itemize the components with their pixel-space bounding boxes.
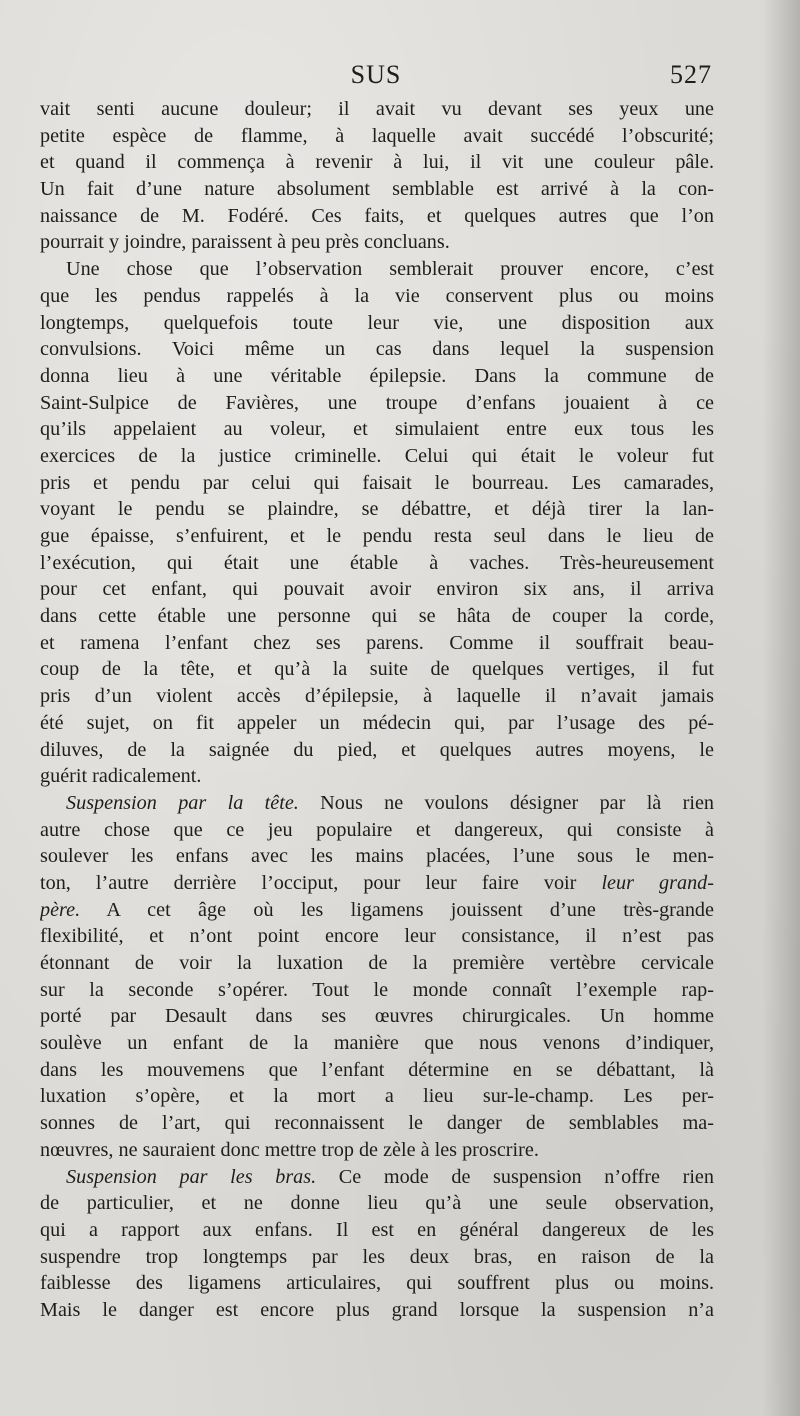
text-line — [40, 1217, 714, 1244]
line-text: Nous ne voulons désigner par là rien — [298, 791, 714, 814]
text-line — [40, 790, 714, 817]
line-text: soulever les enfans avec les mains placées, l’une sous le men- — [40, 845, 714, 868]
line-text: sur la seconde s’opérer. Tout le monde connaît l’exemple rap- — [40, 978, 714, 1001]
line-text: et ramena l’enfant chez ses parens. Comme il souffrait beau- — [40, 631, 714, 654]
text-line — [40, 203, 714, 230]
text-line — [40, 1083, 714, 1110]
line-text: nœuvres, ne sauraient donc mettre trop de zèle à les proscrire. — [40, 1138, 539, 1161]
text-line — [40, 443, 714, 470]
body-text — [40, 96, 714, 1324]
text-line — [40, 1110, 714, 1137]
line-text: exercices de la justice criminelle. Celui qui était le voleur fut — [40, 444, 714, 467]
text-line — [40, 390, 714, 417]
line-text: sonnes de l’art, qui reconnaissent le danger de semblables ma- — [40, 1112, 714, 1135]
line-text: petite espèce de flamme, à laquelle avait succédé l’obscurité; — [40, 124, 714, 147]
text-line — [40, 897, 714, 924]
text-line — [40, 336, 714, 363]
line-text: coup de la tête, et qu’à la suite de quelques vertiges, il fut — [40, 658, 714, 681]
line-text: pour cet enfant, qui pouvait avoir environ six ans, il arriva — [40, 578, 714, 601]
italic-phrase: père. — [40, 898, 81, 921]
text-line — [40, 1057, 714, 1084]
text-line — [40, 603, 714, 630]
text-line — [40, 496, 714, 523]
text-line — [40, 550, 714, 577]
text-line — [40, 470, 714, 497]
text-line — [40, 763, 714, 790]
line-text: Une chose que l’observation semblerait prouver encore, c’est — [66, 258, 714, 281]
line-text: suspendre trop longtemps par les deux bras, en raison de la — [40, 1245, 714, 1268]
italic-phrase: leur grand- — [601, 871, 714, 894]
text-line — [40, 870, 714, 897]
line-text: pourrait y joindre, paraissent à peu près concluans. — [40, 231, 450, 254]
line-text: soulève un enfant de la manière que nous venons d’indiquer, — [40, 1032, 714, 1055]
line-text: vait senti aucune douleur; il avait vu devant ses yeux une — [40, 98, 714, 120]
text-line — [40, 523, 714, 550]
italic-phrase: Suspension par la tête. — [66, 791, 299, 814]
text-line — [40, 1270, 714, 1297]
line-text: dans cette étable une personne qui se hâta de couper la corde, — [40, 605, 714, 628]
text-line — [40, 1190, 714, 1217]
line-text: et quand il commença à revenir à lui, il vit une couleur pâle. — [40, 151, 714, 174]
text-line — [40, 176, 714, 203]
line-text: luxation s’opère, et la mort a lieu sur-le-champ. Les per- — [40, 1085, 714, 1108]
line-text: diluves, de la saignée du pied, et quelques autres moyens, le — [40, 738, 714, 761]
line-text: ton, l’autre derrière l’occiput, pour leur faire voir — [40, 871, 602, 894]
line-text: que les pendus rappelés à la vie conservent plus ou moins — [40, 284, 714, 307]
line-text: Mais le danger est encore plus grand lorsque la suspension n’a — [40, 1298, 714, 1321]
italic-phrase: Suspension par les bras. — [66, 1165, 317, 1188]
text-line — [40, 1030, 714, 1057]
running-head: SUS — [350, 60, 402, 89]
text-line — [40, 576, 714, 603]
line-text: été sujet, on fit appeler un médecin qui, par l’usage des pé- — [40, 711, 714, 734]
text-line — [40, 1003, 714, 1030]
text-line — [40, 977, 714, 1004]
text-line — [40, 256, 714, 283]
line-text: Un fait d’une nature absolument semblable est arrivé à la con- — [40, 178, 714, 201]
text-line — [40, 1137, 714, 1164]
line-text: A cet âge où les ligamens jouissent d’une très-grande — [80, 898, 714, 921]
text-line — [40, 310, 714, 337]
text-line — [40, 363, 714, 390]
line-text: donna lieu à une véritable épilepsie. Dans la commune de — [40, 364, 714, 387]
page-header — [40, 60, 712, 96]
text-line — [40, 123, 714, 150]
line-text: longtemps, quelquefois toute leur vie, une disposition aux — [40, 311, 714, 334]
line-text: gue épaisse, s’enfuirent, et le pendu resta seul dans le lieu de — [40, 525, 714, 547]
line-text: naissance de M. Fodéré. Ces faits, et quelques autres que l’on — [40, 204, 714, 227]
line-text: flexibilité, et n’ont point encore leur consistance, il n’est pas — [40, 925, 714, 948]
line-text: voyant le pendu se plaindre, se débattre, et déjà tirer la lan- — [40, 498, 714, 521]
line-text: de particulier, et ne donne lieu qu’à une seule observation, — [40, 1192, 714, 1215]
text-line — [40, 817, 714, 844]
text-line — [40, 630, 714, 657]
page-edge-shadow — [762, 0, 800, 1416]
line-text: porté par Desault dans ses œuvres chirurgicales. Un homme — [40, 1005, 714, 1028]
text-line — [40, 229, 714, 256]
text-line — [40, 96, 714, 123]
text-line — [40, 416, 714, 443]
line-text: qui a rapport aux enfans. Il est en général dangereux de les — [40, 1218, 714, 1241]
line-text: Saint-Sulpice de Favières, une troupe d’enfans jouaient à ce — [40, 391, 714, 414]
text-line — [40, 843, 714, 870]
line-text: faiblesse des ligamens articulaires, qui souffrent plus ou moins. — [40, 1272, 714, 1295]
text-line — [40, 149, 714, 176]
line-text: Ce mode de suspension n’offre rien — [316, 1165, 714, 1188]
text-line — [40, 283, 714, 310]
text-line — [40, 923, 714, 950]
line-text: l’exécution, qui était une étable à vaches. Très-heureusement — [40, 551, 714, 574]
text-line — [40, 1297, 714, 1324]
line-text: pris d’un violent accès d’épilepsie, à laquelle il n’avait jamais — [40, 685, 714, 708]
text-line — [40, 656, 714, 683]
text-line — [40, 710, 714, 737]
line-text: pris et pendu par celui qui faisait le bourreau. Les camarades, — [40, 471, 714, 494]
line-text: convulsions. Voici même un cas dans lequel la suspension — [40, 338, 714, 361]
text-line — [40, 950, 714, 977]
line-text: dans les mouvemens que l’enfant détermine en se débattant, là — [40, 1058, 714, 1081]
text-line — [40, 1244, 714, 1271]
text-line — [40, 737, 714, 764]
text-line — [40, 683, 714, 710]
line-text: étonnant de voir la luxation de la première vertèbre cervicale — [40, 952, 714, 974]
line-text: guérit radicalement. — [40, 765, 202, 788]
page-number: 527 — [670, 60, 712, 89]
line-text: qu’ils appelaient au voleur, et simulaient entre eux tous les — [40, 418, 714, 441]
text-line — [40, 1164, 714, 1191]
line-text: autre chose que ce jeu populaire et dangereux, qui consiste à — [40, 818, 714, 841]
